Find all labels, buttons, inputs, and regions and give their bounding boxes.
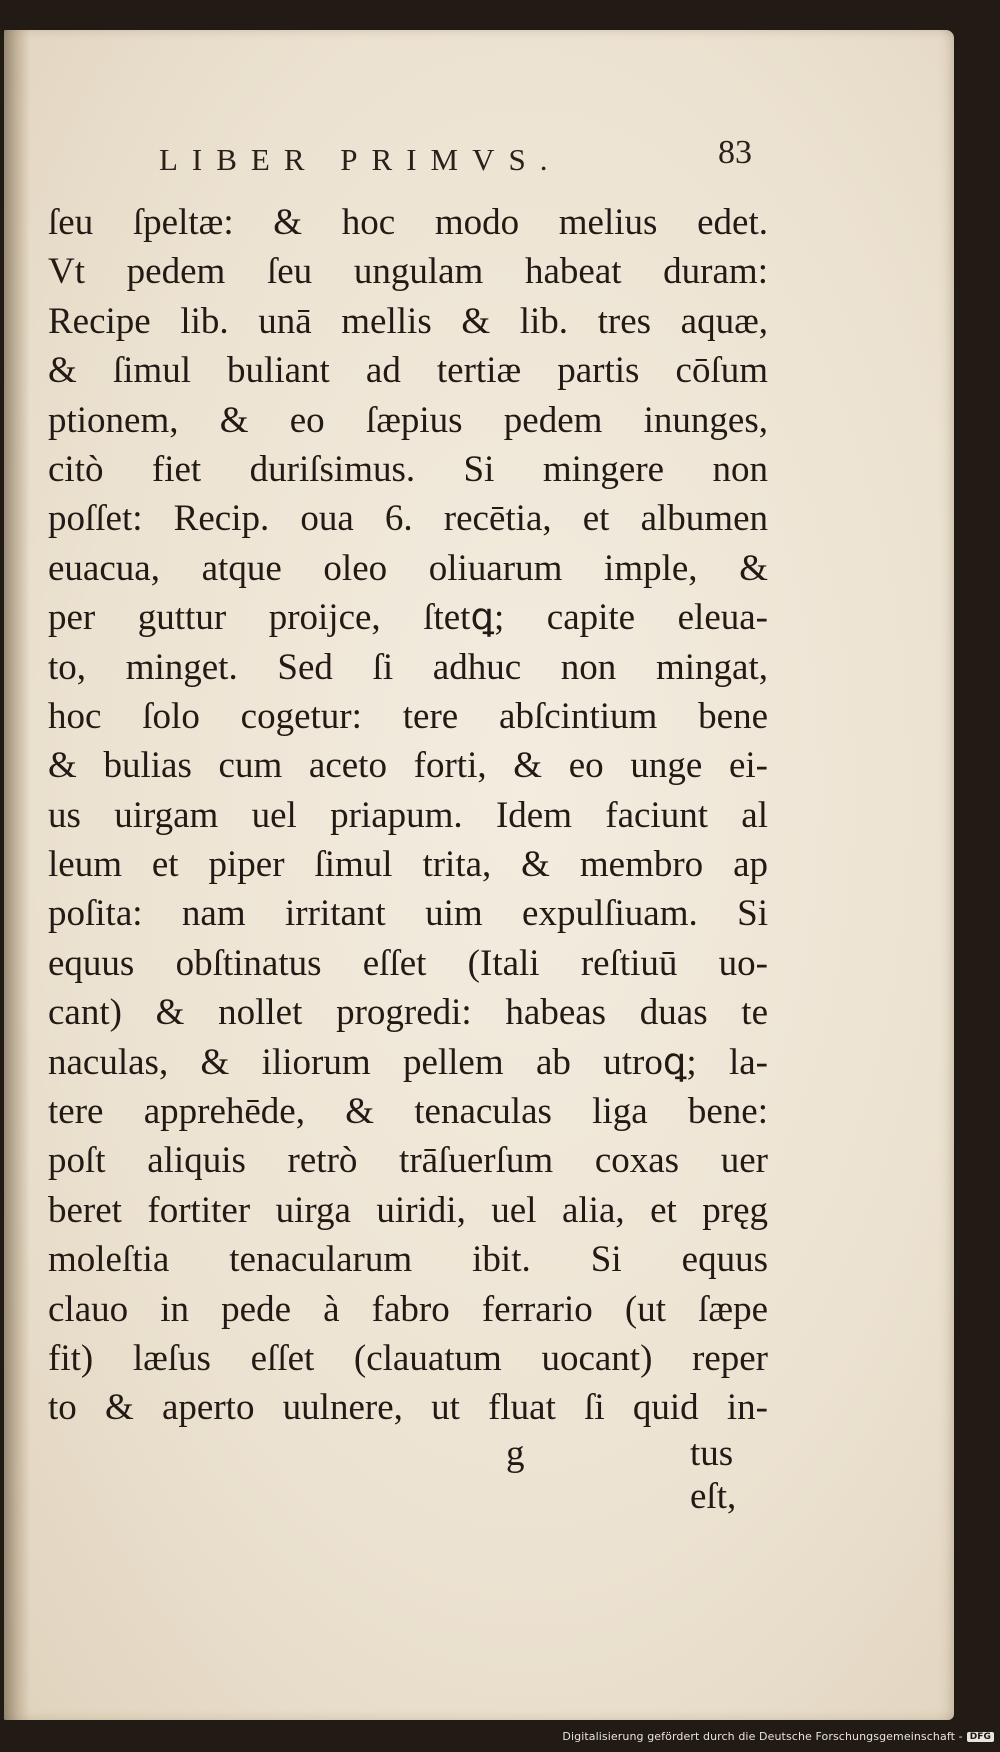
text-line: poſt aliquis retrò trāſuerſum coxas uer xyxy=(48,1140,768,1182)
text-line: beret fortiter uirga uiridi, uel alia, et pręg xyxy=(48,1189,768,1231)
dfg-logo: DFG xyxy=(967,1732,994,1742)
text-line: poſita: nam irritant uim expulſiuam. Si xyxy=(48,893,768,935)
text-line: per guttur proijce, ſtetꝗ; capite eleua- xyxy=(48,597,768,639)
catchword: tus eſt, xyxy=(690,1433,737,1517)
signature-mark: g xyxy=(506,1433,525,1474)
text-line: ſeu ſpeltæ: & hoc modo melius edet. xyxy=(48,202,768,243)
text-line: Vt pedem ſeu ungulam habeat duram: xyxy=(48,251,768,293)
text-line: tere apprehēde, & tenaculas liga bene: xyxy=(48,1091,768,1133)
text-line: hoc ſolo cogetur: tere abſcintium bene xyxy=(48,695,768,737)
text-line: equus obſtinatus eſſet (Itali reſtiuū uo- xyxy=(48,942,768,984)
text-line: moleſtia tenacularum ibit. Si equus xyxy=(48,1239,768,1281)
text-line: & bulias cum aceto forti, & eo unge ei- xyxy=(48,745,768,787)
text-line: to, minget. Sed ſi adhuc non mingat, xyxy=(48,646,768,688)
text-line: us uirgam uel priapum. Idem faciunt al xyxy=(48,794,768,836)
footer-credit xyxy=(562,1730,994,1743)
book-page xyxy=(4,30,954,1720)
text-line: naculas, & iliorum pellem ab utroꝗ; la- xyxy=(48,1041,768,1083)
text-line: Recipe lib. unā mellis & lib. tres aquæ, xyxy=(48,300,768,342)
text-line: fit) læſus eſſet (clauatum uocant) reper xyxy=(48,1337,768,1379)
text-line: euacua, atque oleo oliuarum imple, & xyxy=(48,547,768,589)
page-number: 83 xyxy=(718,134,752,171)
catch-row xyxy=(48,1432,768,1517)
page-gutter-shadow xyxy=(4,30,30,1720)
text-line: cant) & nollet progredi: habeas duas te xyxy=(48,992,768,1034)
text-line: leum et piper ſimul trita, & membro ap xyxy=(48,844,768,886)
text-line: poſſet: Recip. oua 6. recētia, et albumen xyxy=(48,498,768,540)
text-line: & ſimul buliant ad tertiæ partis cōſum xyxy=(48,350,768,392)
body-text xyxy=(48,198,768,1433)
text-line: ptionem, & eo ſæpius pedem inunges, xyxy=(48,399,768,441)
running-head: LIBER PRIMVS. xyxy=(159,142,562,177)
text-line: clauo in pede à fabro ferrario (ut ſæpe xyxy=(48,1288,768,1330)
footer-credit-text: Digitalisierung gefördert durch die Deutsche Forschungsgemeinschaft - xyxy=(562,1730,963,1743)
text-line: to & aperto uulnere, ut fluat ſi quid in- xyxy=(48,1387,768,1429)
text-line: citò fiet duriſsimus. Si mingere non xyxy=(48,448,768,490)
